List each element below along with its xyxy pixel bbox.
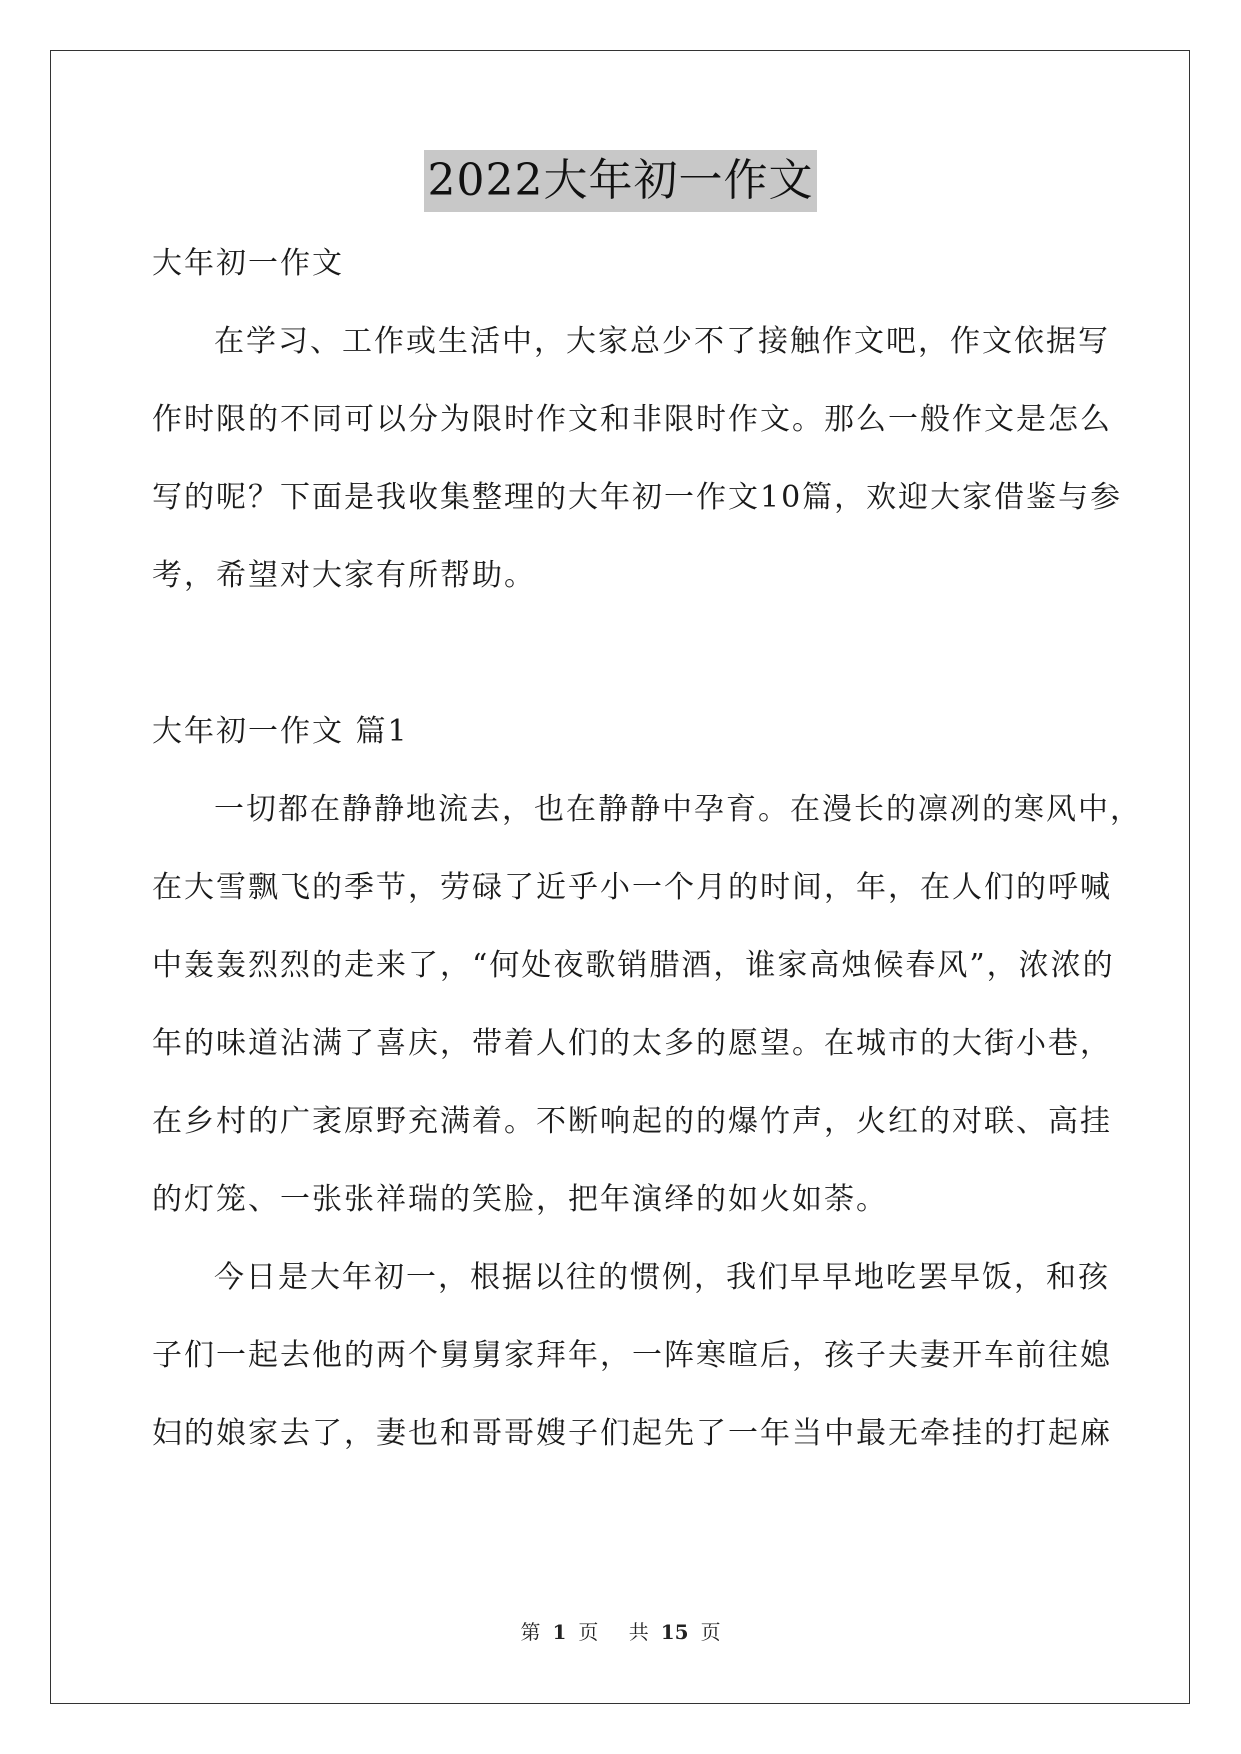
- document-body: [152, 225, 1142, 1473]
- total-pages-indicator: [623, 1620, 727, 1644]
- current-page-number: 1: [552, 1620, 567, 1644]
- paragraph-line: 中轰轰烈烈的走来了，“何处夜歌销腊酒，谁家高烛候春风”，浓浓的: [152, 948, 1115, 983]
- spacer: [152, 615, 1096, 693]
- paragraph-line: 年的味道沾满了喜庆，带着人们的太多的愿望。在城市的大街小巷，: [152, 1026, 1112, 1061]
- page-footer: [0, 1616, 1241, 1645]
- intro-line: 考，希望对大家有所帮助。: [152, 558, 536, 593]
- title-container: [0, 150, 1241, 212]
- document-title: 2022大年初一作文: [424, 150, 818, 212]
- paragraph-line: 今日是大年初一，根据以往的惯例，我们早早地吃罢早饭，和孩: [214, 1260, 1110, 1295]
- intro-line: 在学习、工作或生活中，大家总少不了接触作文吧，作文依据写: [214, 324, 1110, 359]
- intro-line: 写的呢？下面是我收集整理的大年初一作文10篇，欢迎大家借鉴与参: [152, 480, 1123, 515]
- paragraph-line: 一切都在静静地流去，也在静静中孕育。在漫长的凛冽的寒风中，: [214, 792, 1142, 827]
- page-prefix: 第: [520, 1620, 541, 1644]
- document-subtitle: 大年初一作文: [152, 246, 344, 281]
- paragraph-line: 子们一起去他的两个舅舅家拜年，一阵寒暄后，孩子夫妻开车前往媳: [152, 1338, 1112, 1373]
- total-page-number: 15: [660, 1620, 689, 1644]
- total-prefix: 共: [628, 1620, 649, 1644]
- page-suffix: 页: [578, 1620, 599, 1644]
- paragraph-line: 在乡村的广袤原野充满着。不断响起的的爆竹声，火红的对联、高挂: [152, 1104, 1112, 1139]
- paragraph-line: 在大雪飘飞的季节，劳碌了近乎小一个月的时间，年，在人们的呼喊: [152, 870, 1112, 905]
- intro-line: 作时限的不同可以分为限时作文和非限时作文。那么一般作文是怎么: [152, 402, 1112, 437]
- paragraph-line: 的灯笼、一张张祥瑞的笑脸，把年演绎的如火如荼。: [152, 1182, 888, 1217]
- total-suffix: 页: [700, 1620, 721, 1644]
- page-indicator: [514, 1620, 604, 1644]
- section-heading: 大年初一作文 篇1: [152, 714, 409, 749]
- paragraph-line: 妇的娘家去了，妻也和哥哥嫂子们起先了一年当中最无牵挂的打起麻: [152, 1416, 1112, 1451]
